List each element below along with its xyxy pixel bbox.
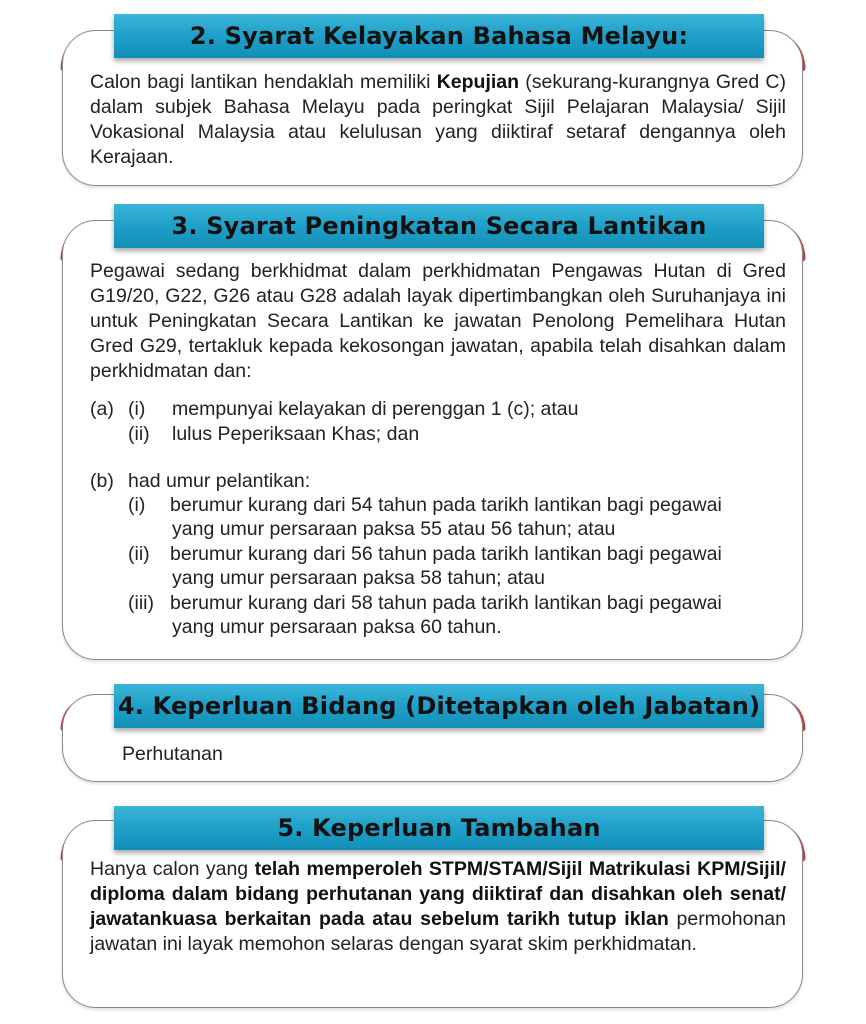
section-3-title: 3. Syarat Peningkatan Secara Lantikan bbox=[171, 212, 707, 240]
kepujian-bold: Kepujian bbox=[436, 71, 520, 93]
list-a-i-num: (i) bbox=[128, 398, 146, 420]
list-b-iii-line1: berumur kurang dari 58 tahun pada tarikh lantikan bagi pegawai bbox=[170, 592, 722, 614]
list-b-i-num: (i) bbox=[128, 494, 146, 516]
list-b-i-line1: berumur kurang dari 54 tahun pada tarikh lantikan bagi pegawai bbox=[170, 494, 722, 516]
list-b-iii-num: (iii) bbox=[128, 592, 154, 614]
list-label-a: (a) bbox=[90, 398, 114, 420]
section-2-title: 2. Syarat Kelayakan Bahasa Melayu: bbox=[189, 22, 689, 50]
qualification-bold: telah memperoleh STPM/STAM/Sijil Matrikulasi KPM/Sijil/ diploma dalam bidang perhutanan yang diiktiraf dan disahkan oleh senat/ jawatankuasa berkaitan pada atau sebelum tarikh tutup iklan bbox=[90, 858, 786, 930]
section-5-header bbox=[114, 806, 764, 850]
section-4-header bbox=[114, 684, 764, 728]
list-label-b: (b) bbox=[90, 470, 114, 492]
list-b-heading: had umur pelantikan: bbox=[128, 470, 311, 492]
list-a-ii-text: lulus Peperiksaan Khas; dan bbox=[172, 423, 420, 445]
section-2-body: Calon bagi lantikan hendaklah memiliki Kepujian (sekurang-kurangnya Gred C) dalam subjek Bahasa Melayu pada peringkat Sijil Pelajaran Malaysia/ Sijil Vokasional Malaysia atau kelulusan yang diiktiraf setaraf dengannya oleh Kerajaan. bbox=[90, 71, 786, 168]
section-5-title: 5. Keperluan Tambahan bbox=[277, 814, 601, 842]
list-a-i-text: mempunyai kelayakan di perenggan 1 (c); atau bbox=[172, 398, 579, 420]
section-4-body: Perhutanan bbox=[122, 743, 223, 765]
list-b-ii-num: (ii) bbox=[128, 543, 150, 565]
list-b-ii-line2: yang umur persaraan paksa 58 tahun; atau bbox=[172, 567, 545, 589]
section-3-header bbox=[114, 204, 764, 248]
section-5-body: Hanya calon yang telah memperoleh STPM/STAM/Sijil Matrikulasi KPM/Sijil/ diploma dalam bidang perhutanan yang diiktiraf dan disahkan oleh senat/ jawatankuasa berkaitan pada atau sebelum tarikh tutup iklan permohonan jawatan ini layak memohon selaras dengan syarat skim perkhidmatan. bbox=[90, 858, 786, 955]
list-b-i-line2: yang umur persaraan paksa 55 atau 56 tahun; atau bbox=[172, 518, 616, 540]
list-b-iii-line2: yang umur persaraan paksa 60 tahun. bbox=[172, 616, 502, 638]
section-3-intro: Pegawai sedang berkhidmat dalam perkhidmatan Pengawas Hutan di Gred G19/20, G22, G26 atau G28 adalah layak dipertimbangkan oleh Suruhanjaya ini untuk Peningkatan Secara Lantikan ke jawatan Penolong Pemelihara Hutan Gred G29, tertakluk kepada kekosongan jawatan, apabila telah disahkan dalam perkhidmatan dan: bbox=[90, 260, 786, 382]
list-b-ii-line1: berumur kurang dari 56 tahun pada tarikh lantikan bagi pegawai bbox=[170, 543, 722, 565]
list-a-ii-num: (ii) bbox=[128, 423, 150, 445]
section-4-title: 4. Keperluan Bidang (Ditetapkan oleh Jabatan) bbox=[117, 692, 761, 720]
section-2-header bbox=[114, 14, 764, 58]
